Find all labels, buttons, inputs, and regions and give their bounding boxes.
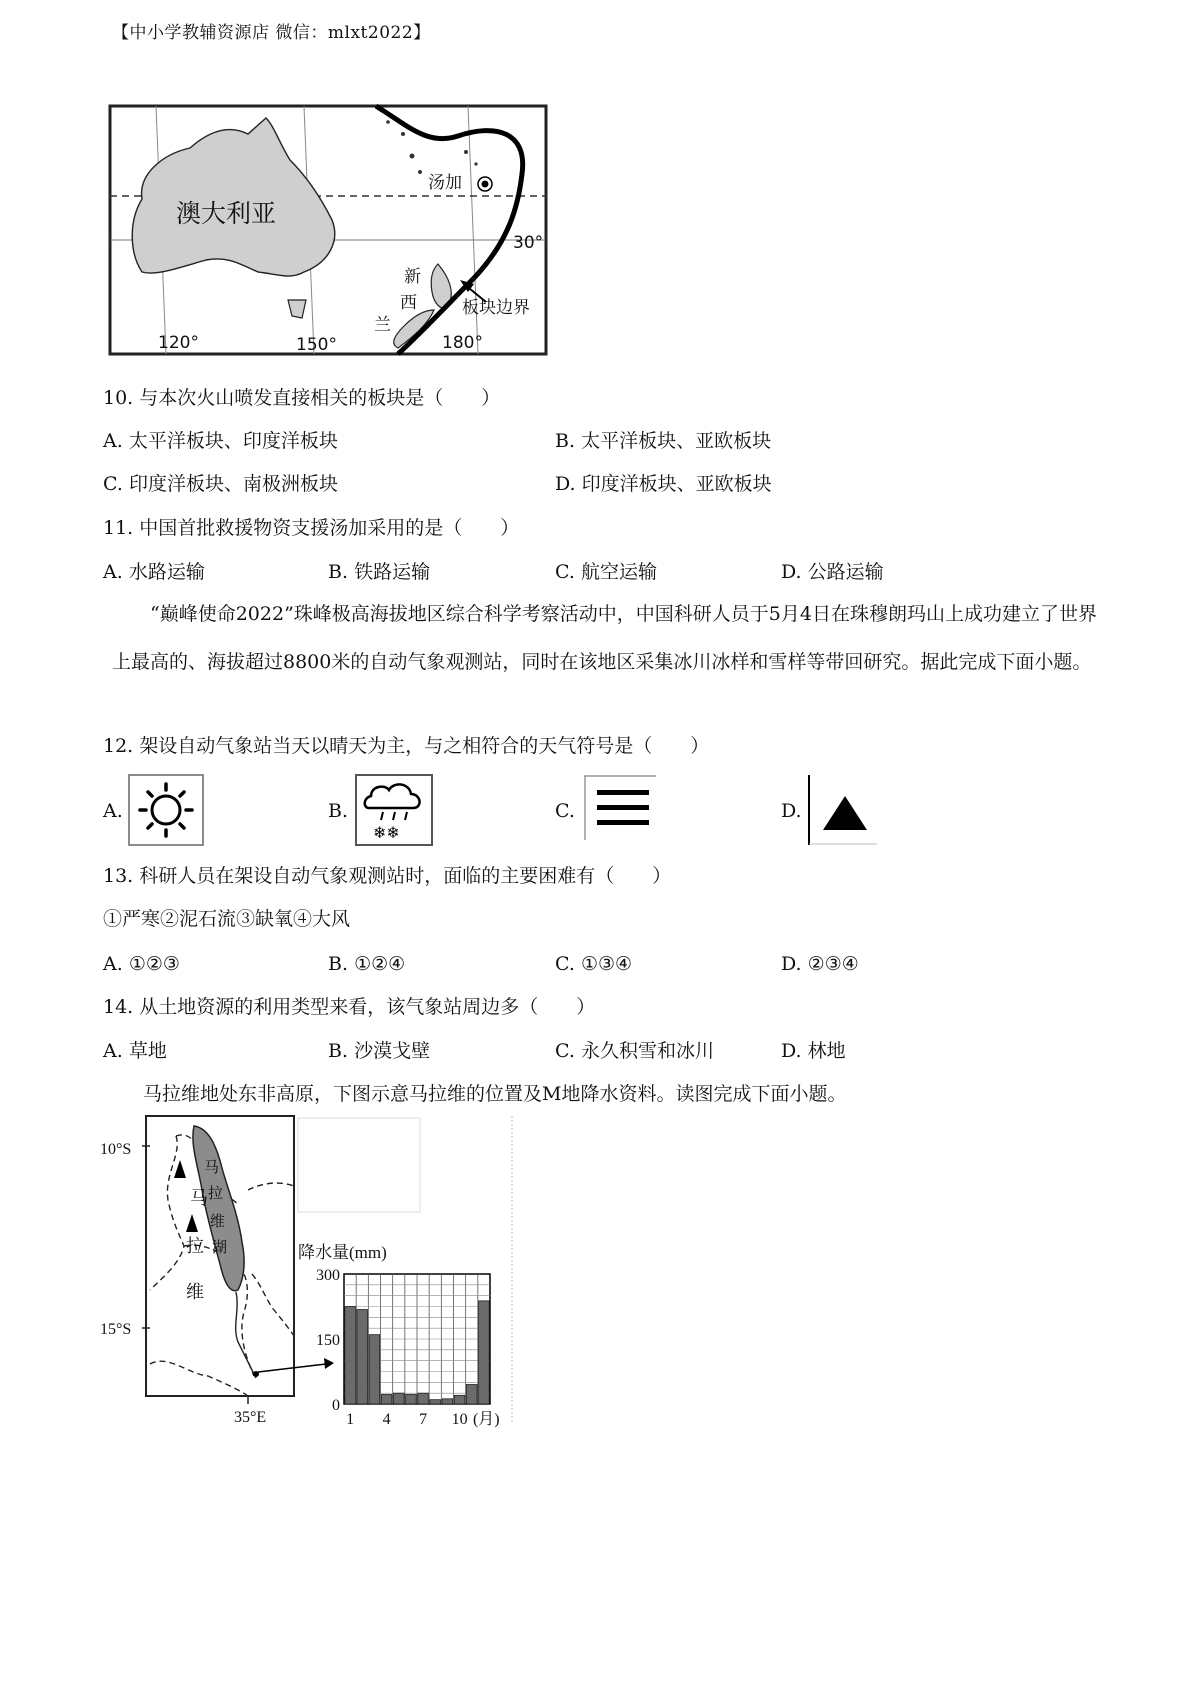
lon-35e-label: 35°E [234,1409,267,1426]
rainfall-bar-month-11 [466,1385,477,1405]
option-text: 水路运输 [128,561,205,583]
passage-malawi: 马拉维地处东非高原，下图示意马拉维的位置及M地降水资料。读图完成下面小题。 [143,1083,847,1105]
option-text: 沙漠戈壁 [354,1040,431,1062]
svg-text:❄❄: ❄❄ [373,823,400,842]
rainfall-bar-month-9 [442,1399,453,1404]
option-letter: D. [781,1040,802,1062]
rainfall-chart [298,1243,500,1428]
option-text: 印度洋板块、南极洲板块 [128,473,338,495]
chart-xtick-label: 7 [419,1411,428,1428]
boundary-label: 板块边界 [462,298,530,318]
q13-stem: 13. 科研人员在架设自动气象观测站时，面临的主要困难有（ ） [103,865,672,887]
option-text: 林地 [807,1040,846,1062]
q13-option-d[interactable] [781,951,859,977]
rainfall-bar-month-12 [479,1301,490,1404]
rainfall-bar-month-6 [406,1394,417,1404]
q11-option-d[interactable] [781,559,884,585]
option-text: ①②③ [128,953,180,975]
country-char-3: 维 [186,1282,204,1302]
passage-everest: “巅峰使命2022”珠峰极高海拔地区综合科学考察活动中，中国科研人员于5月4日在珠穆朗玛山上成功建立了世界上最高的、海拔超过8800米的自动气象观测站，同时在该地区采集冰川冰样和雪样等带回研究。据此完成下面小题。 [112,603,1097,673]
option-text: 太平洋板块、印度洋板块 [128,430,338,452]
chart-xtick-label: 1 [346,1411,355,1428]
option-letter: B. [328,561,349,583]
q11-stem: 11. 中国首批救援物资支援汤加采用的是（ ） [103,517,520,539]
option-text: 印度洋板块、亚欧板块 [581,473,772,495]
country-char-1: 马 [190,1188,208,1208]
rainfall-bar-month-1 [345,1307,356,1405]
q10-option-c[interactable] [103,471,338,497]
option-text: 铁路运输 [354,561,431,583]
chart-xtick-label: 4 [382,1411,391,1428]
q14-option-d[interactable] [781,1038,846,1064]
q12-stem: 12. 架设自动气象站当天以晴天为主，与之相符合的天气符号是（ ） [103,735,710,757]
q11-option-a[interactable] [103,559,205,585]
q11-option-b[interactable] [328,559,430,585]
country-char-2: 拉 [186,1236,204,1256]
malawi-figure [98,1114,518,1430]
lake-char-1: 马 [204,1160,220,1176]
q12-option-b-letter[interactable]: B. [328,800,349,822]
option-letter: A. [103,561,123,583]
nz-char-2: 西 [400,293,417,313]
q12-option-a-letter[interactable]: A. [103,800,123,822]
q10-option-a[interactable] [103,428,338,454]
option-text: 公路运输 [807,561,884,583]
lon-120-label: 120° [158,333,199,353]
q10-option-b[interactable] [555,428,771,454]
australia-label: 澳大利亚 [176,199,277,228]
option-letter: B. [555,430,576,452]
chart-ytick-label: 150 [316,1332,340,1349]
q14-stem: 14. 从土地资源的利用类型来看，该气象站周边多（ ） [103,996,596,1018]
chart-ytick-label: 300 [316,1267,340,1284]
option-text: ①②④ [354,953,406,975]
option-text: 太平洋板块、亚欧板块 [581,430,772,452]
option-text: 航空运输 [580,561,657,583]
option-text: 永久积雪和冰川 [580,1040,714,1062]
option-letter: B. [328,953,349,975]
tonga-label: 汤加 [428,173,462,193]
option-letter: C. [103,473,123,495]
option-letter: D. [781,953,802,975]
option-text: ①③④ [580,953,633,975]
lat-10s-label: 10°S [100,1141,132,1158]
rainfall-bar-month-2 [357,1310,368,1404]
option-letter: A. [103,953,123,975]
q14-option-c[interactable] [555,1038,714,1064]
nz-char-3: 兰 [374,315,391,335]
q13-option-a[interactable] [103,951,180,977]
triangle-icon[interactable] [807,774,879,846]
nz-char-1: 新 [404,267,421,287]
option-letter: C. [555,561,575,583]
q14-option-b[interactable] [328,1038,430,1064]
option-letter: D. [555,473,576,495]
option-letter: A. [103,430,123,452]
q13-option-b[interactable] [328,951,405,977]
q12-option-d-letter[interactable]: D. [781,800,802,822]
header-note: 【中小学教辅资源店 微信：mlxt2022】 [112,23,431,43]
option-letter: B. [328,1040,349,1062]
lake-char-2: 拉 [208,1186,224,1202]
q14-option-a[interactable] [103,1038,167,1064]
q12-option-c-letter[interactable]: C. [555,800,575,822]
option-text: 草地 [128,1040,167,1062]
rainfall-bar-month-8 [430,1400,441,1404]
option-letter: C. [555,1040,575,1062]
rainfall-bar-month-3 [369,1335,380,1404]
chart-xtick-label: 10 [451,1411,468,1428]
option-letter: D. [781,561,802,583]
q13-option-c[interactable] [555,951,632,977]
q10-option-d[interactable] [555,471,772,497]
option-text: ②③④ [807,953,859,975]
rainfall-bar-month-7 [418,1393,429,1404]
rainfall-bar-month-10 [454,1395,465,1404]
option-letter: C. [555,953,575,975]
lat-30-label: 30° [513,233,544,253]
lon-180-label: 180° [442,333,483,353]
q13-items: ①严寒②泥石流③缺氧④大风 [103,908,351,930]
chart-ylabel: 降水量(mm) [298,1243,387,1262]
q10-stem: 10. 与本次火山喷发直接相关的板块是（ ） [103,387,501,409]
rainfall-bar-month-4 [381,1394,392,1404]
chart-ytick-label: 0 [332,1397,340,1414]
q11-option-c[interactable] [555,559,657,585]
lon-150-label: 150° [296,335,337,355]
chart-xtick-label: (月) [472,1411,500,1428]
lake-char-4: 湖 [212,1240,228,1256]
lat-15s-label: 15°S [100,1321,132,1338]
fog-icon[interactable] [583,774,657,842]
lake-char-3: 维 [210,1214,226,1230]
tonga-plate-map [108,104,548,356]
cloud-snow-icon[interactable] [355,774,433,846]
option-letter: A. [103,1040,123,1062]
sun-icon[interactable] [128,774,204,846]
rainfall-bar-month-5 [393,1393,404,1404]
